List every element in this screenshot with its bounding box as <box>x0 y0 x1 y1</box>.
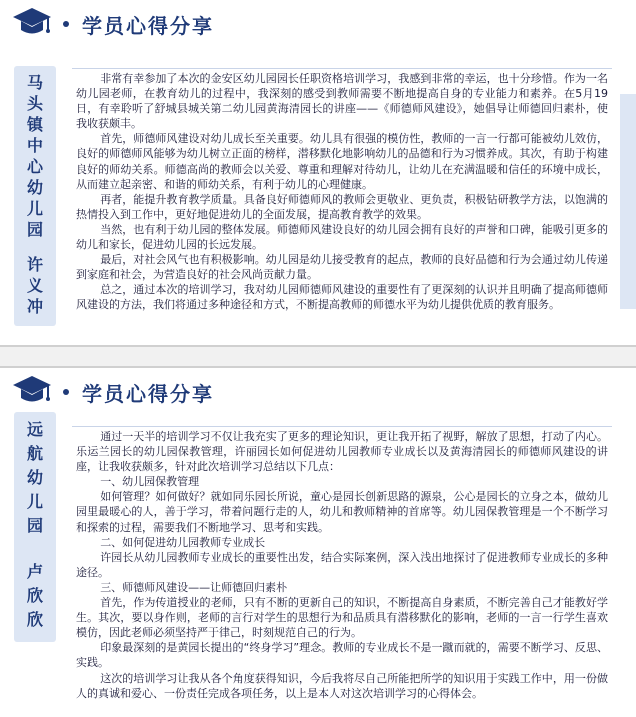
paragraph: 当然，也有利于幼儿园的整体发展。师德师风建设良好的幼儿园会拥有良好的声誉和口碑，能吸引更多的幼儿和家长，促进幼儿园的长远发展。 <box>76 222 608 252</box>
reflection-text <box>72 68 612 330</box>
graduation-cap-icon <box>12 6 52 40</box>
school-char: 幼 <box>26 468 43 487</box>
paragraph: 总之，通过本次的培训学习，我对幼儿园师德师风建设的重要性有了更深刻的认识并且明确了提高师德师风建设的方法，我们将通过多种途径和方式，不断提高教师的师德水平为幼儿提供优质的教育服务。 <box>76 283 608 312</box>
author-name-char: 卢 <box>26 562 43 581</box>
section-heading: 一、幼儿园保教管理 <box>100 475 200 489</box>
decorative-edge <box>620 94 636 309</box>
paragraph: 这次的培训学习让我从各个角度获得知识，今后我将尽自己所能把所学的知识用于实践工作中，用一份做人的真诚和爱心、一份责任完成各项任务，以上是本人对这次培训学习的心得体会。 <box>76 671 608 700</box>
school-char: 航 <box>26 444 43 463</box>
paragraph: 再者，能提升教育教学质量。具备良好师德师风的教师会更敬业、更负责，积极钻研教学方法，以饱满的热情投入到工作中，更好地促进幼儿的全面发展，提高教育教学的效果。 <box>76 192 608 221</box>
page-title: 学员心得分享 <box>82 14 214 38</box>
paragraph: 最后，对社会风气也有积极影响。幼儿园是幼儿接受教育的起点，教师的良好品德和行为会通过幼儿传递到家庭和社会，为营造良好的社会风尚贡献力量。 <box>76 253 608 282</box>
author-name-char: 欣 <box>26 610 43 629</box>
school-char: 园 <box>26 516 43 535</box>
paragraph: 如何管理？如何做好？就如同乐园长所说，童心是园长创新思路的源泉，公心是园长的立身之本，做幼儿园里最暖心的人，善于学习，带着问题行走的人，幼儿和教师精神的首席等。幼儿园保教管理是一个不断学习和探索的过程，需要我们不断地学习、思考和实践。 <box>76 490 608 534</box>
author-name-char: 冲 <box>26 297 43 316</box>
paragraph: 非常有幸参加了本次的金安区幼儿园园长任职资格培训学习，我感到非常的幸运，也十分珍惜。作为一名幼儿园老师，在教育幼儿的过程中，我深刻的感受到教师需要不断地提高自身的专业能力和素养。在5月19日，有幸聆听了舒城县城关第二幼儿园黄海清园长的讲座——《师德师风建设》，她倡导让师德回归素朴，使我收获颇丰。 <box>76 72 608 131</box>
paragraph: 首先，作为传道授业的老师，只有不断的更新自己的知识，不断提高自身素质，不断完善自己才能教好学生。其次，要以身作则，老师的言行对学生的思想行为和品质具有潜移默化的影响，老师的一言一行学生喜欢模仿，因此老师必须坚持严于律己，时刻规范自己的行为。 <box>76 596 608 640</box>
paragraph: 许园长从幼儿园教师专业成长的重要性出发，结合实际案例，深入浅出地探讨了促进教师专业成长的多种途径。 <box>76 550 608 579</box>
page-title: 学员心得分享 <box>82 382 214 406</box>
author-name-char: 欣 <box>26 586 43 605</box>
school-char: 幼 <box>26 178 43 197</box>
school-char: 头 <box>26 94 43 113</box>
paragraph: 印象最深刻的是黄园长提出的“终身学习”理念。教师的专业成长不是一蹴而就的，需要不断学习、反思、实践。 <box>76 641 608 670</box>
section-heading: 三、师德师风建设——让师德回归素朴 <box>100 580 288 594</box>
school-char: 园 <box>26 220 43 239</box>
slide-separator <box>0 345 636 368</box>
school-char: 镇 <box>26 115 43 134</box>
school-char: 马 <box>26 73 43 92</box>
section-heading: 二、如何促进幼儿园教师专业成长 <box>100 535 266 549</box>
paragraph: 首先，师德师风建设对幼儿成长至关重要。幼儿具有很强的模仿性，教师的一言一行都可能被幼儿效仿，良好的师德师风能够为幼儿树立正面的榜样，潜移默化地影响幼儿的品德和行为习惯养成。其次，有助于构建良好的师幼关系。师德高尚的教师会以关爱、尊重和理解对待幼儿，让幼儿在充满温暖和信任的环境中成长，从而建立起亲密、和谐的师幼关系，有利于幼儿的心理健康。 <box>76 132 608 191</box>
school-char: 儿 <box>26 492 43 511</box>
school-char: 心 <box>26 157 43 176</box>
author-sidebar <box>14 66 56 326</box>
slide-1 <box>0 0 636 345</box>
school-char: 远 <box>26 420 43 439</box>
title-bullet <box>63 389 69 395</box>
author-name-char: 许 <box>26 255 43 274</box>
school-char: 中 <box>26 136 43 155</box>
paragraph: 通过一天半的培训学习不仅让我充实了更多的理论知识，更让我开拓了视野，解放了思想，打动了内心。乐运兰园长的幼儿园保教管理，许丽园长如何促进幼儿园教师专业成长以及黄海清园长的师德师风建设的讲座，让我收获颇多，针对此次培训学习总结以下几点： <box>76 430 608 474</box>
school-char: 儿 <box>26 199 43 218</box>
graduation-cap-icon <box>12 374 52 408</box>
slide-2 <box>0 368 636 717</box>
author-name-char: 义 <box>26 276 43 295</box>
title-bullet <box>63 21 69 27</box>
